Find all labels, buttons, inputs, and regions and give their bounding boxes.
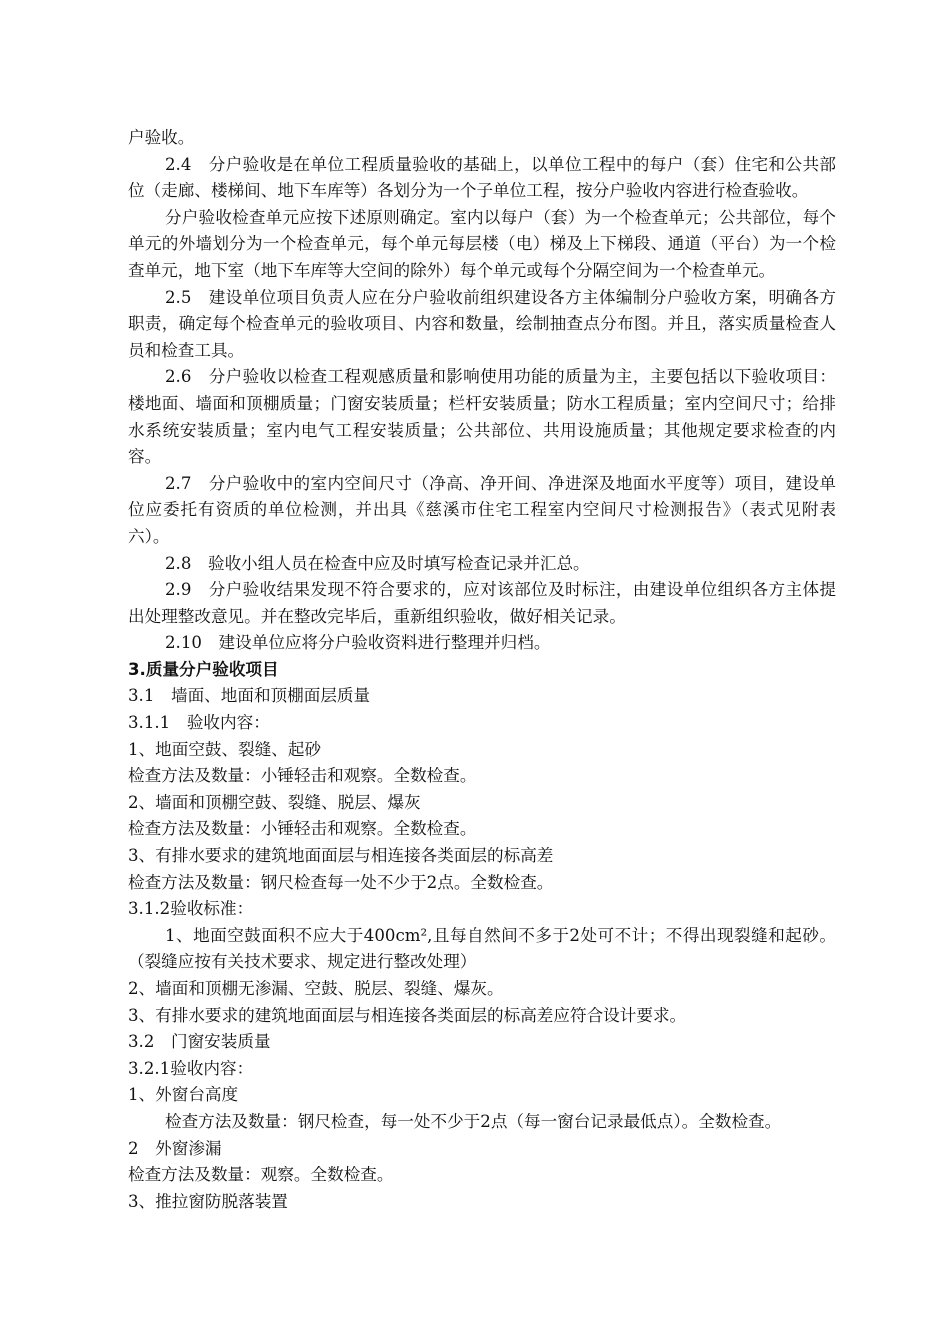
section-heading: 3.质量分户验收项目 [128,659,279,679]
list-item: 2、墙面和顶棚无渗漏、空鼓、脱层、裂缝、爆灰。 [128,979,504,998]
inspection-method: 检查方法及数量：钢尺检查，每一处不少于2点（每一窗台记录最低点）。全数检查。 [165,1111,782,1131]
clause-3-2-1: 3.2.1验收内容： [128,1058,254,1078]
list-item: 3、有排水要求的建筑地面面层与相连接各类面层的标高差应符合设计要求。 [128,1005,687,1025]
paragraph-2-6: 2.6 分户验收以检查工程观感质量和影响使用功能的质量为主，主要包括以下验收项目：楼地面、墙面和顶棚质量；门窗安装质量；栏杆安装质量；防水工程质量；室内空间尺寸；给排水系统安装质量；室内电气工程安装质量；公共部位、共用设施质量；其他规定要求检查的内容。 [128,367,836,467]
list-item: 3、有排水要求的建筑地面面层与相连接各类面层的标高差 [128,846,554,866]
paragraph-2-7: 2.7 分户验收中的室内空间尺寸（净高、净开间、净进深及地面水平度等）项目，建设单位应委托有资质的单位检测，并出具《慈溪市住宅工程室内空间尺寸检测报告》（表式见附表六）。 [128,473,836,546]
paragraph-2-8: 2.8 验收小组人员在检查中应及时填写检查记录并汇总。 [165,553,590,573]
paragraph-2-4: 2.4 分户验收是在单位工程质量验收的基础上，以单位工程中的每户（套）住宅和公共部位（走廊、楼梯间、地下车库等）各划分为一个子单位工程，按分户验收内容进行检查验收。 [128,154,836,201]
inspection-method: 检查方法及数量：小锤轻击和观察。全数检查。 [128,819,477,839]
list-item: 1、地面空鼓、裂缝、起砂 [128,739,322,759]
paragraph-continuation: 户验收。 [128,128,195,147]
paragraph-2-9: 2.9 分户验收结果发现不符合要求的，应对该部位及时标注，由建设单位组织各方主体提出处理整改意见。并在整改完毕后，重新组织验收，做好相关记录。 [128,580,836,626]
inspection-method: 检查方法及数量：小锤轻击和观察。全数检查。 [128,766,477,786]
document-body [128,125,836,1215]
list-item: 1、外窗台高度 [128,1085,239,1105]
subsection-3-1: 3.1 墙面、地面和顶棚面层质量 [128,686,371,706]
clause-3-1-1: 3.1.1 验收内容： [128,713,270,733]
paragraph-inspection-unit: 分户验收检查单元应按下述原则确定。室内以每户（套）为一个检查单元；公共部位，每个单元的外墙划分为一个检查单元，每个单元每层楼（电）梯及上下梯段、通道（平台）为一个检查单元，地下室（地下车库等大空间的除外）每个单元或每个分隔空间为一个检查单元。 [128,207,836,280]
subsection-3-2: 3.2 门窗安装质量 [128,1032,271,1052]
list-item: 2 外窗渗漏 [128,1138,222,1158]
inspection-method: 检查方法及数量：钢尺检查每一处不少于2点。全数检查。 [128,872,554,892]
clause-3-1-2: 3.1.2验收标准： [128,899,254,919]
list-item: 3、推拉窗防脱落装置 [128,1191,288,1211]
paragraph-2-10: 2.10 建设单位应将分户验收资料进行整理并归档。 [165,633,551,653]
inspection-method: 检查方法及数量：观察。全数检查。 [128,1165,394,1185]
list-item: 1、地面空鼓面积不应大于400cm²,且每自然间不多于2处可不计；不得出现裂缝和起砂。（裂缝应按有关技术要求、规定进行整改处理） [128,925,836,972]
list-item: 2、墙面和顶棚空鼓、裂缝、脱层、爆灰 [128,792,421,812]
paragraph-2-5: 2.5 建设单位项目负责人应在分户验收前组织建设各方主体编制分户验收方案，明确各方职责，确定每个检查单元的验收项目、内容和数量，绘制抽查点分布图。并且，落实质量检查人员和检查工具。 [128,287,836,360]
